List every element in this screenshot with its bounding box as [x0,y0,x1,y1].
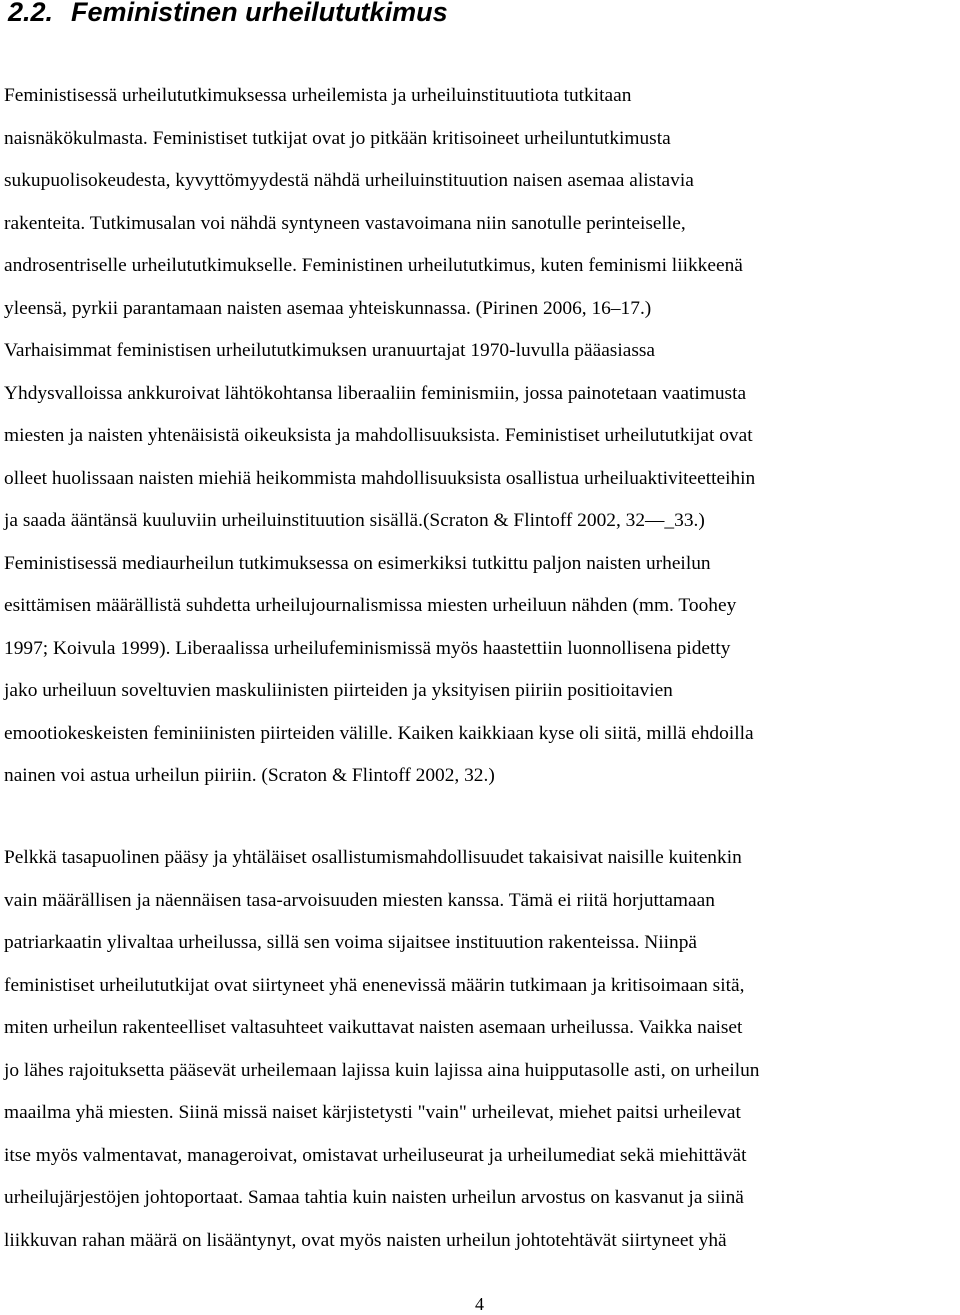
text-line: patriarkaatin ylivaltaa urheilussa, sillä sen voima sijaitsee instituution rakenteissa. Niinpä [4,932,698,953]
paragraph-2 [4,837,960,1262]
text-line: yleensä, pyrkii parantamaan naisten asemaa yhteiskunnassa. (Pirinen 2006, 16–17.) [4,297,652,319]
paragraph-1 [4,75,960,798]
text-line: liikkuvan rahan määrä on lisääntynyt, ovat myös naisten urheilun johtotehtävät siirtyneet yhä [4,1229,727,1251]
text-line: jo lähes rajoituksetta pääsevät urheilemaan lajissa kuin lajissa aina huipputasolle asti, on urheilun [4,1059,760,1081]
text-line: miesten ja naisten yhtenäisistä oikeuksista ja mahdollisuuksista. Feministiset urheilututkijat ovat [4,425,753,446]
text-line: ja saada ääntänsä kuuluviin urheiluinstituution sisällä.(Scraton & Flintoff 2002, 32—_33.) [4,510,705,531]
text-line: feministiset urheilututkijat ovat siirtyneet yhä enenevissä määrin tutkimaan ja kritisoimaan sitä, [4,974,745,996]
text-line: Varhaisimmat feministisen urheilututkimuksen uranuurtajat 1970-luvulla pääasiassa [4,340,656,361]
text-line: olleet huolissaan naisten miehiä heikommista mahdollisuuksista osallistua urheiluaktiviteetteihin [4,467,756,489]
page-number: 4 [475,1294,484,1314]
text-line: jako urheiluun soveltuvien maskuliinisten piirteiden ja yksityisen piiriin positioitavien [4,680,673,701]
text-line: Pelkkä tasapuolinen pääsy ja yhtäläiset osallistumismahdollisuudet takaisivat naisille kuitenkin [4,847,742,868]
text-line: naisnäkökulmasta. Feministiset tutkijat ovat jo pitkään kritisoineet urheiluntutkimusta [4,127,671,149]
text-line: emootiokeskeisten feminiinisten piirteiden välille. Kaiken kaikkiaan kyse oli siitä, millä ehdoilla [4,722,754,744]
text-line: vain määrällisen ja näennäisen tasa-arvoisuuden miesten kanssa. Tämä ei riitä horjuttamaan [4,889,715,911]
text-line: sukupuolisokeudesta, kyvyttömyydestä nähdä urheiluinstituution naisen asemaa alistavia [4,170,694,191]
text-line: maailma yhä miesten. Siinä missä naiset kärjistetysti "vain" urheilevat, miehet paitsi urheilevat [4,1102,741,1123]
text-line: miten urheilun rakenteelliset valtasuhteet vaikuttavat naisten asemaan urheilussa. Vaikka naiset [4,1017,743,1038]
text-line: rakenteita. Tutkimusalan voi nähdä syntyneen vastavoimana niin sanotulle perinteiselle, [4,212,686,234]
text-line: urheilujärjestöjen johtoportaat. Samaa tahtia kuin naisten urheilun arvostus on kasvanut ja siinä [4,1187,744,1208]
text-line: Feministisessä urheilututkimuksessa urheilemista ja urheiluinstituutiota tutkitaan [4,85,632,106]
text-line: Yhdysvalloissa ankkuroivat lähtökohtansa liberaaliin feminismiin, jossa painotetaan vaatimusta [4,382,747,404]
text-line: Feministisessä mediaurheilun tutkimuksessa on esimerkiksi tutkittu paljon naisten urheilun [4,552,711,574]
section-heading [8,0,448,30]
text-line: androsentriselle urheilututkimukselle. Feministinen urheilututkimus, kuten feminismi liikkeenä [4,255,743,276]
text-line: 1997; Koivula 1999). Liberaalissa urheilufeminismissä myös haastettiin luonnollisena pidetty [4,637,731,659]
text-line: itse myös valmentavat, manageroivat, omistavat urheiluseurat ja urheilumediat sekä miehittävät [4,1144,747,1166]
section-number: 2.2. [8,0,54,27]
text-line: nainen voi astua urheilun piiriin. (Scraton & Flintoff 2002, 32.) [4,765,495,786]
section-title: Feministinen urheilututkimus [71,0,448,27]
text-line: esittämisen määrällistä suhdetta urheilujournalismissa miesten urheiluun nähden (mm. Toohey [4,595,737,616]
